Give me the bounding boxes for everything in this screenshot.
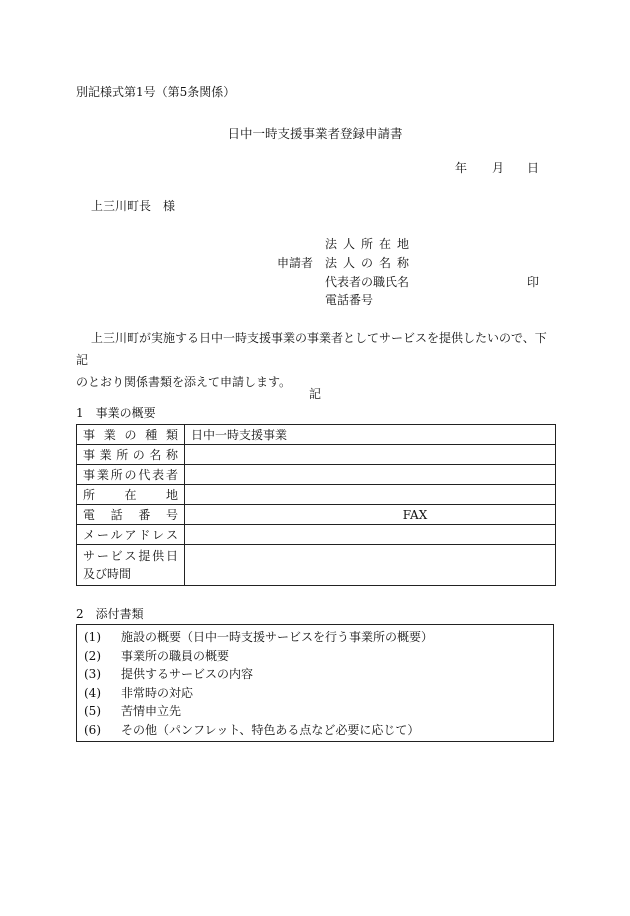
table-row <box>77 505 556 525</box>
value-phone-fax[interactable] <box>185 505 556 525</box>
applicant-field-representative: 代表者の職氏名 <box>325 275 410 289</box>
list-item: (5) 苦情申立先 <box>84 704 182 718</box>
table-row <box>77 425 556 445</box>
table-row <box>77 465 556 485</box>
list-item: (3) 提供するサービスの内容 <box>84 667 254 681</box>
application-statement <box>76 327 556 393</box>
statement-line-2: のとおり関係書類を添えて申請します。 <box>76 375 292 389</box>
table-row <box>77 525 556 545</box>
table-row <box>77 445 556 465</box>
business-overview-table <box>76 424 556 586</box>
table-row <box>77 545 556 586</box>
value-service-hours[interactable] <box>185 545 556 586</box>
applicant-label: 申請者 <box>277 256 314 270</box>
table-row <box>77 485 556 505</box>
date-year: 年 <box>455 161 468 175</box>
label-service-hours: サ ー ビ ス 提 供 日 及び時間 <box>77 545 185 586</box>
list-item: (4) 非常時の対応 <box>84 685 194 700</box>
statement-line-1: 上三川町が実施する日中一時支援事業の事業者としてサービスを提供したいので、下記 <box>76 331 547 367</box>
list-item: (1) 施設の概要（日中一時支援サービスを行う事業所の概要） <box>84 630 434 644</box>
label-location: 所 在 地 <box>77 485 185 505</box>
applicant-field-address: 法 人 所 在 地 <box>325 237 409 251</box>
label-business-type: 事 業 の 種 類 <box>77 425 185 445</box>
ki-heading: 記 <box>308 387 321 401</box>
list-item: (6) その他（パンフレット、特色ある点など必要に応じて） <box>84 722 420 737</box>
label-email: メ ー ル ア ド レ ス <box>77 525 185 545</box>
form-reference: 別記様式第1号（第5条関係） <box>76 85 236 99</box>
label-office-name: 事 業 所 の 名 称 <box>77 445 185 465</box>
label-office-representative: 事 業 所 の 代 表 者 <box>77 465 185 485</box>
section1-heading: 1 事業の概要 <box>76 406 156 420</box>
addressee: 上三川町長 様 <box>91 199 176 213</box>
fax-label: FAX <box>402 507 428 522</box>
value-office-representative[interactable] <box>185 465 556 485</box>
seal-mark: 印 <box>527 275 540 289</box>
applicant-field-phone: 電話番号 <box>325 293 374 307</box>
attachments-box <box>76 624 554 742</box>
label-phone: 電 話 番 号 <box>77 505 185 525</box>
date-day: 日 <box>527 161 540 175</box>
list-item: (2) 事業所の職員の概要 <box>84 648 230 663</box>
value-location[interactable] <box>185 485 556 505</box>
date-month: 月 <box>492 161 505 175</box>
value-email[interactable] <box>185 525 556 545</box>
document-title: 日中一時支援事業者登録申請書 <box>227 126 403 141</box>
value-business-type[interactable]: 日中一時支援事業 <box>185 425 556 445</box>
applicant-field-name: 法 人 の 名 称 <box>325 256 409 270</box>
section2-heading: 2 添付書類 <box>76 607 144 621</box>
value-office-name[interactable] <box>185 445 556 465</box>
